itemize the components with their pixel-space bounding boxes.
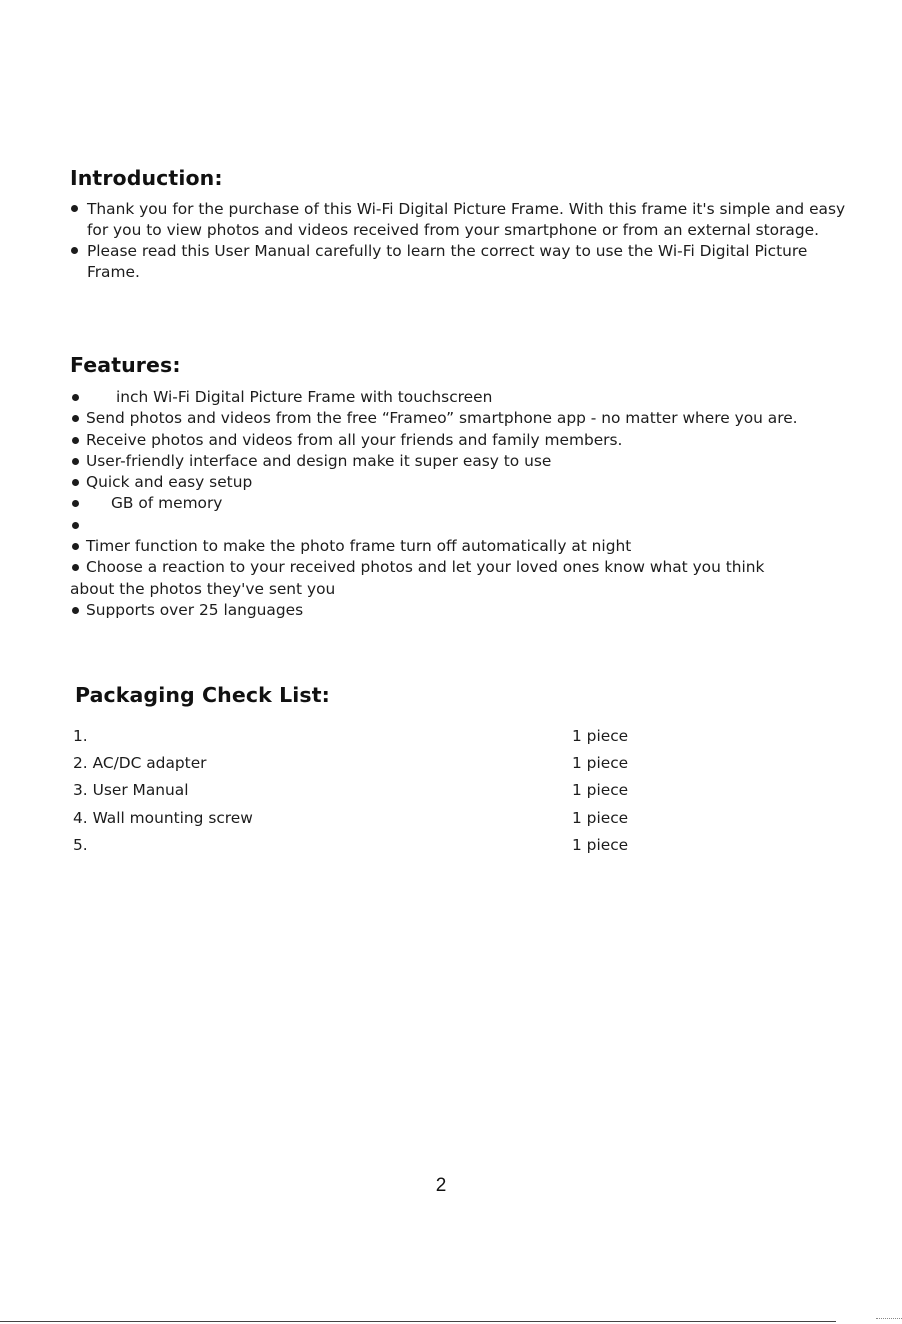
page-number: 2 [435, 1175, 447, 1196]
check-item-quantity: 1 piece [572, 835, 629, 854]
introduction-list [70, 199, 860, 283]
packaging-heading: Packaging Check List: [75, 683, 330, 707]
check-list-row [73, 727, 673, 754]
bullet-icon [72, 543, 79, 550]
feature-item: Choose a reaction to your received photos and let your loved ones know what you think about the photos they've sent you [70, 558, 765, 598]
check-item-name: 2. AC/DC adapter [73, 754, 207, 773]
feature-item: Receive photos and videos from all your friends and family members. [70, 430, 870, 451]
feature-item: inch Wi-Fi Digital Picture Frame with touchscreen [70, 387, 870, 408]
check-item-quantity: 1 piece [572, 808, 629, 827]
feature-item: GB of memory [70, 493, 870, 514]
check-item-name: 3. User Manual [73, 781, 189, 800]
bullet-icon [72, 437, 79, 444]
feature-item: Supports over 25 languages [70, 600, 870, 621]
feature-item: User-friendly interface and design make it super easy to use [70, 451, 870, 472]
introduction-heading: Introduction: [70, 166, 223, 190]
features-heading: Features: [70, 353, 181, 377]
check-item-quantity: 1 piece [572, 781, 629, 800]
bullet-icon [72, 500, 79, 507]
check-list-row [73, 809, 673, 836]
check-list-row [73, 754, 673, 781]
check-list-row [73, 781, 673, 808]
introduction-item: Please read this User Manual carefully to learn the correct way to use the Wi-Fi Digital Picture Frame. [70, 241, 860, 283]
feature-item: Timer function to make the photo frame turn off automatically at night [70, 536, 870, 557]
check-item-name: 1. [73, 727, 88, 745]
bullet-icon [72, 415, 79, 422]
edge-mark [876, 1318, 902, 1323]
check-item-name: 4. Wall mounting screw [73, 808, 253, 827]
bullet-icon [72, 607, 79, 614]
features-list [70, 387, 870, 621]
check-item-quantity: 1 piece [572, 727, 629, 745]
feature-item: Quick and easy setup [70, 472, 870, 493]
feature-item: Send photos and videos from the free “Frameo” smartphone app - no matter where you are. [70, 408, 870, 429]
bullet-icon [72, 522, 79, 529]
packaging-check-list [73, 727, 673, 863]
bullet-icon [72, 479, 79, 486]
bullet-icon [72, 564, 79, 571]
check-item-name: 5. [73, 835, 88, 854]
feature-item [70, 515, 870, 536]
bullet-icon [72, 458, 79, 465]
check-list-row [73, 836, 673, 863]
introduction-item: Thank you for the purchase of this Wi-Fi Digital Picture Frame. With this frame it's simple and easy for you to view photos and videos received from your smartphone or from an external storage. [70, 199, 860, 241]
bullet-icon [72, 394, 79, 401]
check-item-quantity: 1 piece [572, 754, 629, 773]
bottom-rule [0, 1321, 836, 1322]
